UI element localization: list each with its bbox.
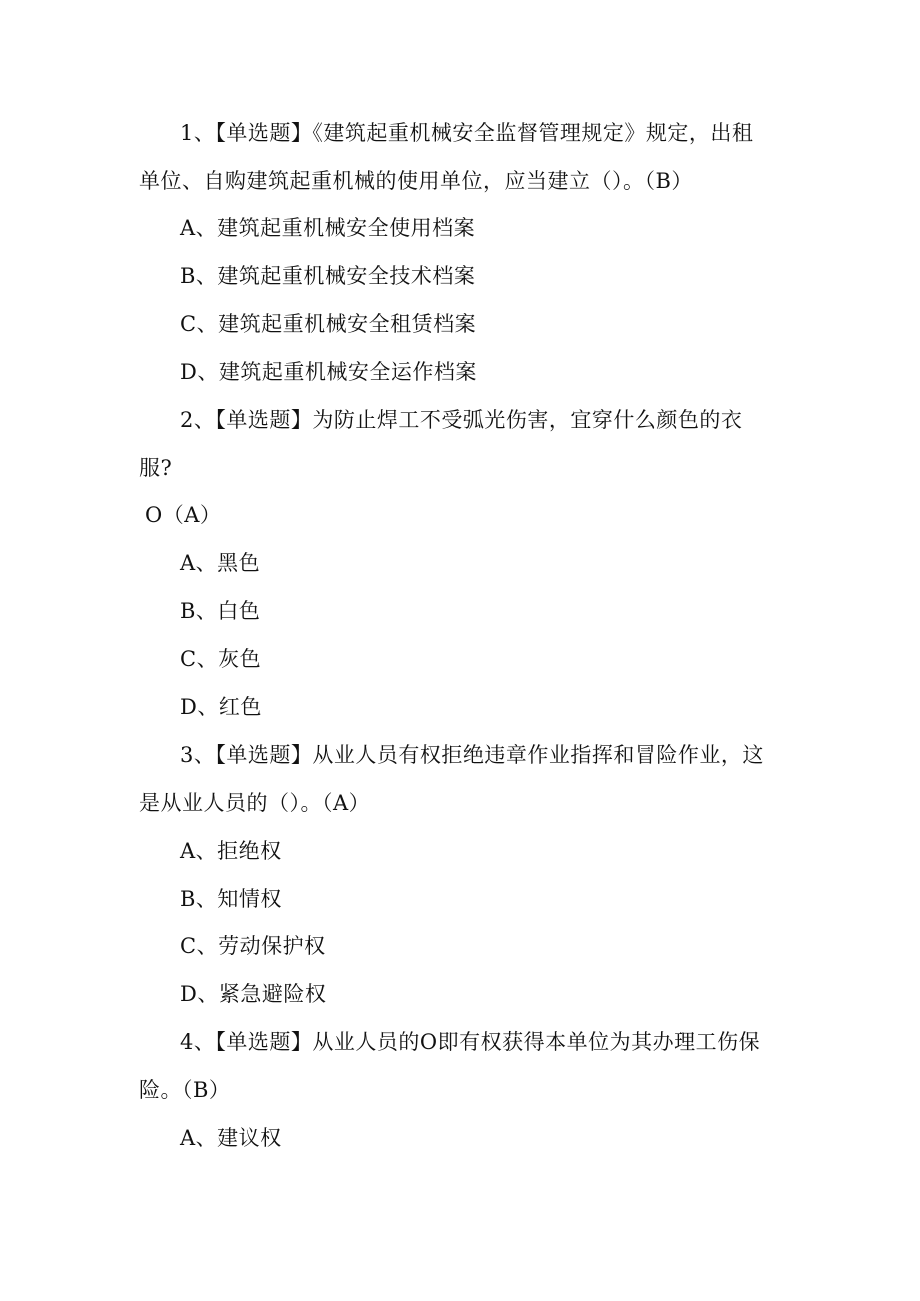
question-1-option-d: D、建筑起重机械安全运作档案 — [180, 360, 477, 384]
question-2-option-c: C、灰色 — [180, 647, 262, 671]
question-3-text-line-2: 是从业人员的（）。（A） — [139, 791, 371, 815]
question-3-option-a: A、拒绝权 — [180, 839, 282, 863]
question-2-text-line-3: O（A） — [145, 503, 222, 527]
question-1-text-line-1: 1、【单选题】《建筑起重机械安全监督管理规定》规定，出租 — [180, 121, 754, 145]
question-2-text-line-2: 服? — [139, 456, 173, 480]
question-2-option-d: D、红色 — [180, 695, 262, 719]
question-1-option-c: C、建筑起重机械安全租赁档案 — [180, 312, 477, 336]
question-3-option-b: B、知情权 — [180, 887, 282, 911]
question-3-option-d: D、紧急避险权 — [180, 982, 327, 1006]
question-1-option-a: A、建筑起重机械安全使用档案 — [180, 216, 476, 240]
question-4-text-line-2: 险。（B） — [139, 1078, 231, 1102]
question-4-option-a: A、建议权 — [180, 1126, 282, 1150]
question-2-option-a: A、黑色 — [180, 551, 261, 575]
question-3-text-line-1: 3、【单选题】从业人员有权拒绝违章作业指挥和冒险作业，这 — [180, 743, 764, 767]
question-3-option-c: C、劳动保护权 — [180, 934, 326, 958]
question-1-text-line-2: 单位、自购建筑起重机械的使用单位，应当建立（）。（B） — [139, 169, 693, 193]
question-2-option-b: B、白色 — [180, 599, 261, 623]
question-4-text-line-1: 4、【单选题】从业人员的O即有权获得本单位为其办理工伤保 — [180, 1030, 761, 1054]
question-1-option-b: B、建筑起重机械安全技术档案 — [180, 264, 476, 288]
question-2-text-line-1: 2、【单选题】为防止焊工不受弧光伤害，宜穿什么颜色的衣 — [180, 408, 743, 432]
